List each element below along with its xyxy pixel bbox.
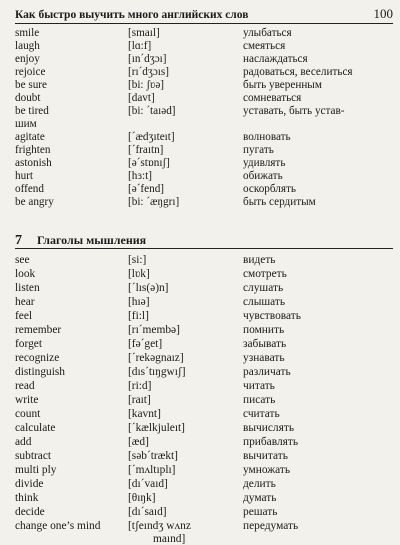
translation: различать — [243, 366, 291, 378]
word-row — [15, 365, 393, 379]
word-row — [15, 379, 393, 393]
transcription: [bi: ʃʋə] — [128, 79, 165, 91]
transcription: [hıə] — [128, 296, 150, 308]
english-word: offend — [15, 183, 44, 195]
english-word: divide — [15, 478, 44, 490]
word-row-continuation — [15, 118, 393, 131]
transcription: [səb´trækt] — [128, 450, 178, 462]
english-word: multi ply — [15, 464, 57, 476]
word-row — [15, 281, 393, 295]
word-row — [15, 131, 393, 144]
english-word: be angry — [15, 196, 54, 208]
translation: оскорблять — [243, 183, 297, 195]
english-word: hear — [15, 296, 35, 308]
transcription: [lɑ:f] — [128, 40, 152, 52]
translation: делить — [243, 478, 276, 490]
english-word: think — [15, 492, 39, 504]
translation: умножать — [243, 464, 291, 476]
word-row — [15, 66, 393, 79]
translation: слышать — [243, 296, 286, 308]
transcription: [tʃeındʒ wʌnz — [128, 520, 191, 532]
english-word: enjoy — [15, 53, 40, 65]
translation: прибавлять — [243, 436, 299, 448]
english-word: read — [15, 380, 35, 392]
translation: узнавать — [243, 352, 285, 364]
word-row — [15, 196, 393, 209]
english-word: agitate — [15, 131, 45, 143]
word-row — [15, 27, 393, 40]
section-heading — [15, 233, 393, 249]
translation: уставать, быть устав- — [243, 105, 345, 117]
translation: вычислять — [243, 422, 295, 434]
word-row — [15, 53, 393, 66]
translation: смеяться — [243, 40, 286, 52]
translation: слушать — [243, 282, 284, 294]
word-row — [15, 491, 393, 505]
english-word: change one’s mind — [15, 520, 101, 532]
word-list-emotions — [15, 27, 393, 209]
word-row — [15, 40, 393, 53]
transcription: [rı´dʒɔıs] — [128, 66, 169, 78]
transcription: [ə´stɒnıʃ] — [128, 157, 170, 169]
english-word: frighten — [15, 144, 51, 156]
transcription: [ın´dʒɔı] — [128, 53, 167, 65]
transcription: [rı´membə] — [128, 324, 180, 336]
section-number: 7 — [15, 233, 22, 248]
word-row — [15, 393, 393, 407]
english-word: distinguish — [15, 366, 66, 378]
transcription: [fə´get] — [128, 338, 163, 350]
transcription: [ri:d] — [128, 380, 152, 392]
english-word: remember — [15, 324, 62, 336]
translation: чувствовать — [243, 310, 301, 322]
translation: радоваться, веселиться — [243, 66, 353, 78]
word-row — [15, 519, 393, 533]
transcription: [bi: ´æŋgrı] — [128, 196, 180, 208]
word-row — [15, 157, 393, 170]
translation: быть уверенным — [243, 79, 322, 91]
translation: забывать — [243, 338, 287, 350]
translation: считать — [243, 408, 280, 420]
transcription: [smaıl] — [128, 27, 160, 39]
translation: пугать — [243, 144, 274, 156]
english-word: write — [15, 394, 39, 406]
english-word: be sure — [15, 79, 47, 91]
translation: обижать — [243, 170, 283, 182]
word-row — [15, 144, 393, 157]
translation: думать — [243, 492, 277, 504]
translation: наслаждаться — [243, 53, 308, 65]
english-word: count — [15, 408, 41, 420]
translation: удивлять — [243, 157, 286, 169]
english-word: listen — [15, 282, 40, 294]
english-word: astonish — [15, 157, 52, 169]
word-row — [15, 505, 393, 519]
transcription: [bi: ´taıəd] — [128, 105, 176, 117]
word-row — [15, 183, 393, 196]
transcription: [´fraıtn] — [128, 144, 164, 156]
transcription: [si:] — [128, 254, 147, 266]
word-row — [15, 295, 393, 309]
transcription: [ə´fend] — [128, 183, 165, 195]
word-row — [15, 449, 393, 463]
translation: видеть — [243, 254, 276, 266]
transcription: [hɜ:t] — [128, 170, 152, 182]
page-number: 100 — [373, 6, 393, 21]
continuation-text: maınd] — [153, 533, 186, 545]
english-word: add — [15, 436, 32, 448]
translation: вычитать — [243, 450, 288, 462]
english-word: rejoice — [15, 66, 46, 78]
english-word: doubt — [15, 92, 41, 104]
english-word: smile — [15, 27, 40, 39]
translation: улыбаться — [243, 27, 292, 39]
section-title: Глаголы мышления — [37, 233, 147, 247]
transcription: [´ædʒıteıt] — [128, 131, 175, 143]
translation: читать — [243, 380, 275, 392]
word-row — [15, 92, 393, 105]
transcription: [æd] — [128, 436, 149, 448]
word-row — [15, 407, 393, 421]
transcription: [θıŋk] — [128, 492, 156, 504]
translation: передумать — [243, 520, 299, 532]
english-word: feel — [15, 310, 33, 322]
running-head-title: Как быстро выучить много английских слов — [15, 9, 249, 21]
translation: смотреть — [243, 268, 287, 280]
transcription: [fi:l] — [128, 310, 149, 322]
word-row — [15, 477, 393, 491]
word-row — [15, 253, 393, 267]
word-list-thinking-verbs — [15, 253, 393, 545]
transcription: [dı´saıd] — [128, 506, 167, 518]
translation: сомневаться — [243, 92, 302, 104]
word-row — [15, 435, 393, 449]
translation: быть сердитым — [243, 196, 316, 208]
english-word: decide — [15, 506, 45, 518]
word-row — [15, 170, 393, 183]
translation: помнить — [243, 324, 285, 336]
continuation-text: шим — [15, 118, 37, 130]
english-word: subtract — [15, 450, 52, 462]
english-word: be tired — [15, 105, 49, 117]
transcription: [kavnt] — [128, 408, 161, 420]
running-head — [15, 6, 393, 24]
transcription: [davt] — [128, 92, 155, 104]
translation: решать — [243, 506, 278, 518]
word-row — [15, 267, 393, 281]
translation: писать — [243, 394, 276, 406]
transcription: [´rekəgnaız] — [128, 352, 184, 364]
transcription: [lʋk] — [128, 268, 150, 280]
english-word: hurt — [15, 170, 34, 182]
word-row — [15, 309, 393, 323]
transcription: [dıs´tıŋgwıʃ] — [128, 366, 186, 378]
word-row — [15, 337, 393, 351]
transcription: [´kælkjuleıt] — [128, 422, 185, 434]
english-word: see — [15, 254, 30, 266]
english-word: forget — [15, 338, 42, 350]
transcription: [raıt] — [128, 394, 151, 406]
word-row — [15, 463, 393, 477]
word-row — [15, 351, 393, 365]
word-row — [15, 421, 393, 435]
word-row — [15, 105, 393, 118]
english-word: recognize — [15, 352, 60, 364]
translation: волновать — [243, 131, 291, 143]
word-row — [15, 79, 393, 92]
dictionary-page — [15, 6, 393, 545]
english-word: calculate — [15, 422, 56, 434]
transcription: [dı´vaıd] — [128, 478, 168, 490]
word-row — [15, 323, 393, 337]
english-word: laugh — [15, 40, 40, 52]
transcription: [´mʌltıplı] — [128, 464, 176, 476]
english-word: look — [15, 268, 36, 280]
word-row-continuation — [15, 533, 393, 545]
transcription: [´lıs(ə)n] — [128, 282, 169, 294]
